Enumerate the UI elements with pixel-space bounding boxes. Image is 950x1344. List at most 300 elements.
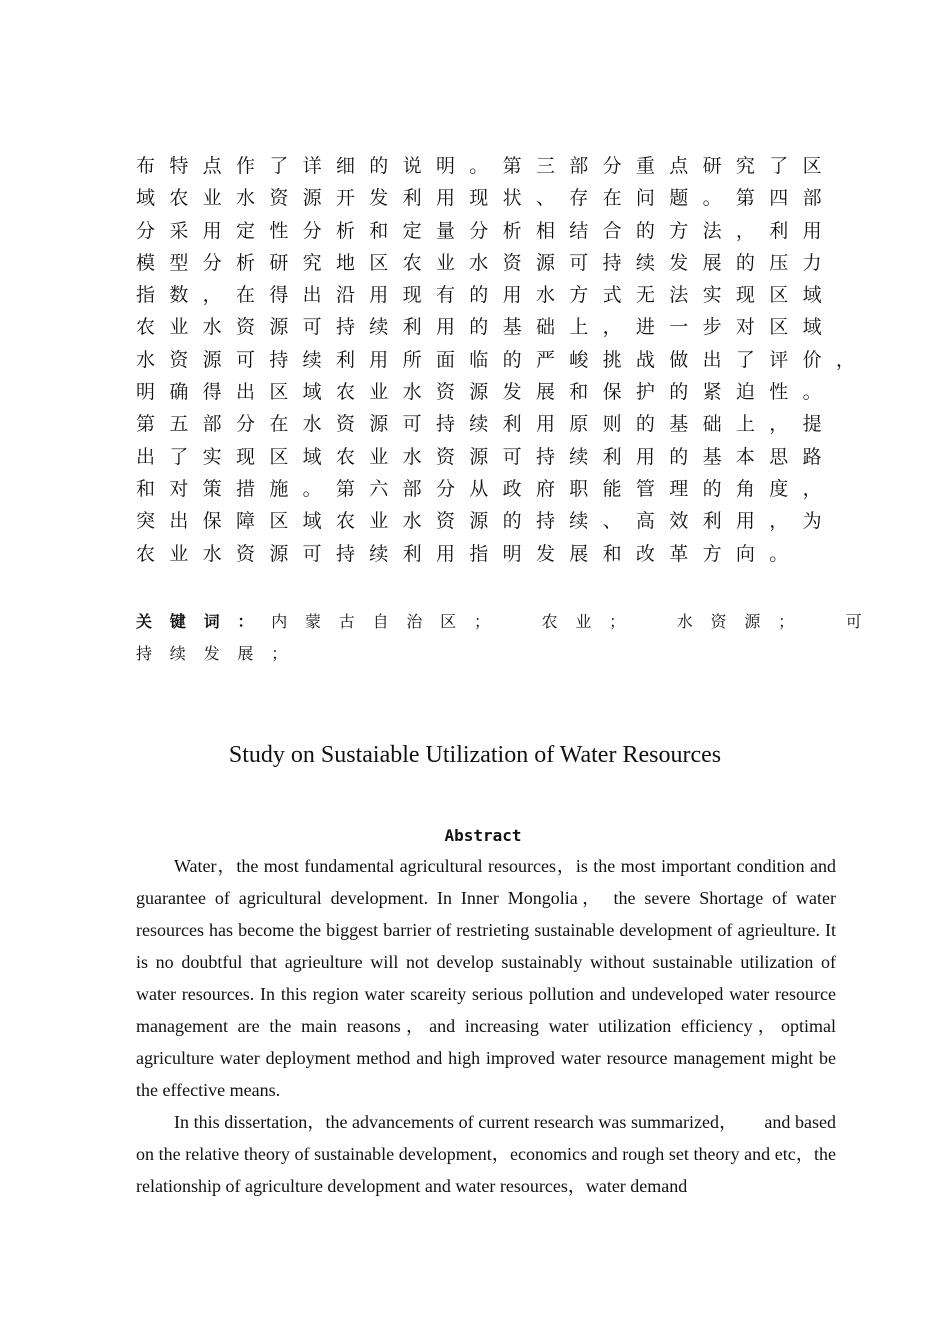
glyph: 利 xyxy=(769,219,789,242)
glyph: 改 xyxy=(635,542,655,565)
glyph: 状 xyxy=(502,187,522,210)
glyph: 。 xyxy=(702,187,722,210)
glyph: 策 xyxy=(202,477,222,500)
glyph: 续 xyxy=(369,316,389,339)
glyph: 研 xyxy=(702,155,722,177)
glyph: 、 xyxy=(602,510,622,533)
glyph: 业 xyxy=(369,510,389,533)
glyph: 词 xyxy=(203,612,220,631)
glyph: 确 xyxy=(169,381,189,404)
glyph: 点 xyxy=(202,155,222,177)
chinese-abstract-paragraph xyxy=(136,150,856,570)
glyph: 业 xyxy=(169,316,189,339)
glyph: 资 xyxy=(435,510,455,533)
glyph: 分 xyxy=(136,219,156,242)
glyph: 了 xyxy=(769,155,789,177)
glyph: 数 xyxy=(169,284,189,307)
glyph: 分 xyxy=(435,477,455,500)
glyph: 水 xyxy=(402,381,422,404)
glyph: 业 xyxy=(575,612,592,631)
glyph: 的 xyxy=(469,316,489,339)
glyph: 峻 xyxy=(569,348,589,371)
glyph: 部 xyxy=(569,155,589,177)
glyph: 在 xyxy=(269,413,289,436)
glyph: ， xyxy=(769,510,789,533)
glyph: 进 xyxy=(635,316,655,339)
keywords-line-2 xyxy=(136,638,836,670)
glyph: 结 xyxy=(569,219,589,242)
glyph: 细 xyxy=(335,155,355,177)
glyph: 农 xyxy=(169,187,189,210)
glyph: 发 xyxy=(535,542,555,565)
glyph: 。 xyxy=(802,381,822,404)
glyph: 性 xyxy=(769,381,789,404)
glyph: 重 xyxy=(635,155,655,177)
glyph: 革 xyxy=(669,542,689,565)
glyph: 详 xyxy=(302,155,322,177)
glyph: 内 xyxy=(271,612,288,631)
glyph: 蒙 xyxy=(304,612,321,631)
glyph: 可 xyxy=(845,612,862,631)
glyph: 力 xyxy=(802,251,822,274)
glyph: 用 xyxy=(635,445,655,468)
glyph: 指 xyxy=(469,542,489,565)
glyph: 源 xyxy=(269,316,289,339)
glyph: 管 xyxy=(635,477,655,500)
glyph: 突 xyxy=(136,510,156,533)
glyph: 域 xyxy=(302,445,322,468)
glyph: 区 xyxy=(269,510,289,533)
abstract-heading: Abstract xyxy=(444,826,522,845)
glyph: 发 xyxy=(369,187,389,210)
glyph: 面 xyxy=(435,348,455,371)
glyph: ， xyxy=(835,348,855,371)
glyph: 价 xyxy=(802,348,822,371)
glyph: 展 xyxy=(535,381,555,404)
glyph: 开 xyxy=(335,187,355,210)
glyph: 提 xyxy=(802,413,822,436)
glyph: 业 xyxy=(169,542,189,565)
glyph: 续 xyxy=(569,510,589,533)
glyph: 。 xyxy=(302,477,322,500)
glyph: 分 xyxy=(202,251,222,274)
glyph: 资 xyxy=(169,348,189,371)
glyph: 利 xyxy=(702,510,722,533)
glyph: 的 xyxy=(635,413,655,436)
glyph: 资 xyxy=(435,381,455,404)
glyph: 用 xyxy=(435,542,455,565)
glyph: 四 xyxy=(769,187,789,210)
glyph: 利 xyxy=(602,445,622,468)
glyph: 础 xyxy=(702,413,722,436)
keywords-label xyxy=(136,612,271,631)
glyph: 用 xyxy=(369,348,389,371)
glyph: 析 xyxy=(335,219,355,242)
glyph: 向 xyxy=(735,542,755,565)
glyph: 现 xyxy=(469,187,489,210)
glyph: 持 xyxy=(535,445,555,468)
glyph: 实 xyxy=(702,284,722,307)
glyph: 定 xyxy=(402,219,422,242)
glyph: 量 xyxy=(435,219,455,242)
glyph: 职 xyxy=(569,477,589,500)
glyph: 分 xyxy=(469,219,489,242)
glyph: 水 xyxy=(402,445,422,468)
glyph: 说 xyxy=(402,155,422,177)
glyph: 键 xyxy=(169,612,186,631)
glyph: 展 xyxy=(702,251,722,274)
glyph: 思 xyxy=(769,445,789,468)
glyph: 第 xyxy=(136,413,156,436)
glyph: 采 xyxy=(169,219,189,242)
glyph: 用 xyxy=(202,219,222,242)
glyph: 问 xyxy=(635,187,655,210)
glyph: 源 xyxy=(469,510,489,533)
glyph: 能 xyxy=(602,477,622,500)
glyph: 战 xyxy=(635,348,655,371)
glyph: 基 xyxy=(702,445,722,468)
glyph: 的 xyxy=(669,445,689,468)
glyph: 则 xyxy=(602,413,622,436)
glyph: 现 xyxy=(735,284,755,307)
glyph: 持 xyxy=(136,644,153,663)
glyph: 临 xyxy=(469,348,489,371)
glyph: 沿 xyxy=(335,284,355,307)
glyph: 做 xyxy=(669,348,689,371)
glyph: 方 xyxy=(702,542,722,565)
glyph: 方 xyxy=(569,284,589,307)
glyph: 了 xyxy=(169,445,189,468)
glyph: 可 xyxy=(302,316,322,339)
glyph: 部 xyxy=(402,477,422,500)
glyph: 的 xyxy=(502,510,522,533)
cn-line xyxy=(136,279,856,311)
glyph xyxy=(508,606,542,638)
glyph: 础 xyxy=(535,316,555,339)
cn-line xyxy=(136,408,856,440)
glyph: 析 xyxy=(502,219,522,242)
glyph: 分 xyxy=(235,413,255,436)
cn-line xyxy=(136,538,856,570)
english-abstract-body xyxy=(136,850,836,1202)
glyph: 存 xyxy=(569,187,589,210)
glyph: 作 xyxy=(235,155,255,177)
glyph: 基 xyxy=(669,413,689,436)
glyph: 在 xyxy=(235,284,255,307)
keywords-line-1 xyxy=(136,606,862,638)
glyph: 严 xyxy=(535,348,555,371)
glyph: 域 xyxy=(802,284,822,307)
glyph: 持 xyxy=(602,251,622,274)
glyph: 究 xyxy=(302,251,322,274)
glyph: 利 xyxy=(402,187,422,210)
glyph: 水 xyxy=(235,187,255,210)
glyph: 用 xyxy=(802,219,822,242)
glyph: 的 xyxy=(469,284,489,307)
glyph: 域 xyxy=(302,381,322,404)
glyph: 水 xyxy=(202,542,222,565)
glyph: 展 xyxy=(569,542,589,565)
glyph: 可 xyxy=(302,542,322,565)
glyph: 的 xyxy=(735,251,755,274)
glyph: 域 xyxy=(136,187,156,210)
glyph: 的 xyxy=(635,219,655,242)
glyph: ； xyxy=(609,612,626,631)
glyph: 和 xyxy=(569,381,589,404)
glyph: 利 xyxy=(402,542,422,565)
glyph: 地 xyxy=(335,251,355,274)
glyph: 治 xyxy=(406,612,423,631)
glyph: 题 xyxy=(669,187,689,210)
glyph: 区 xyxy=(440,612,457,631)
glyph: 持 xyxy=(335,316,355,339)
glyph: 三 xyxy=(535,155,555,177)
glyph: 农 xyxy=(136,542,156,565)
glyph: 了 xyxy=(735,348,755,371)
glyph: 持 xyxy=(535,510,555,533)
glyph: 上 xyxy=(569,316,589,339)
glyph: ； xyxy=(271,644,288,663)
glyph: 业 xyxy=(202,187,222,210)
glyph: 源 xyxy=(202,348,222,371)
glyph: 资 xyxy=(235,316,255,339)
glyph: 点 xyxy=(669,155,689,177)
glyph: 方 xyxy=(669,219,689,242)
glyph: 古 xyxy=(338,612,355,631)
glyph: ； xyxy=(778,612,795,631)
glyph: 的 xyxy=(369,155,389,177)
glyph: 农 xyxy=(335,445,355,468)
glyph: 压 xyxy=(769,251,789,274)
glyph: 用 xyxy=(535,413,555,436)
glyph: 农 xyxy=(541,612,558,631)
glyph: 保 xyxy=(602,381,622,404)
cn-line xyxy=(136,311,856,343)
glyph: 用 xyxy=(502,284,522,307)
glyph: 相 xyxy=(535,219,555,242)
glyph: 利 xyxy=(502,413,522,436)
glyph: 和 xyxy=(136,477,156,500)
glyph: 用 xyxy=(369,284,389,307)
glyph: 续 xyxy=(169,644,186,663)
glyph: 出 xyxy=(302,284,322,307)
glyph: 第 xyxy=(735,187,755,210)
glyph: 资 xyxy=(435,445,455,468)
glyph: 本 xyxy=(735,445,755,468)
glyph: 从 xyxy=(469,477,489,500)
glyph: 业 xyxy=(369,445,389,468)
glyph: 。 xyxy=(469,155,489,177)
glyph: 可 xyxy=(235,348,255,371)
glyph: 部 xyxy=(802,187,822,210)
glyph: 用 xyxy=(435,187,455,210)
glyph: 用 xyxy=(735,510,755,533)
cn-line xyxy=(136,505,856,537)
glyph: 现 xyxy=(402,284,422,307)
glyph: 资 xyxy=(235,542,255,565)
glyph: 区 xyxy=(369,251,389,274)
glyph: 续 xyxy=(635,251,655,274)
glyph: 定 xyxy=(235,219,255,242)
glyph: 府 xyxy=(535,477,555,500)
glyph: 紧 xyxy=(702,381,722,404)
glyph: 源 xyxy=(369,413,389,436)
cn-line xyxy=(136,376,856,408)
glyph: 现 xyxy=(235,445,255,468)
glyph: 发 xyxy=(669,251,689,274)
glyph: 域 xyxy=(302,510,322,533)
glyph: 得 xyxy=(202,381,222,404)
glyph: 步 xyxy=(702,316,722,339)
glyph: 可 xyxy=(569,251,589,274)
glyph: 保 xyxy=(202,510,222,533)
glyph: 持 xyxy=(335,542,355,565)
glyph: 障 xyxy=(235,510,255,533)
glyph: 资 xyxy=(502,251,522,274)
glyph: 第 xyxy=(335,477,355,500)
glyph: 资 xyxy=(710,612,727,631)
glyph: ： xyxy=(237,612,254,631)
glyph: 出 xyxy=(136,445,156,468)
glyph: 的 xyxy=(702,477,722,500)
glyph: 部 xyxy=(202,413,222,436)
glyph: 效 xyxy=(669,510,689,533)
glyph: 水 xyxy=(402,510,422,533)
glyph: 护 xyxy=(635,381,655,404)
glyph: 农 xyxy=(335,510,355,533)
glyph: 措 xyxy=(235,477,255,500)
glyph: 农 xyxy=(402,251,422,274)
glyph: ， xyxy=(202,284,222,307)
glyph: 分 xyxy=(302,219,322,242)
glyph: 的 xyxy=(669,381,689,404)
glyph: 利 xyxy=(335,348,355,371)
glyph: 所 xyxy=(402,348,422,371)
glyph: 理 xyxy=(669,477,689,500)
abstract-paragraph-2: In this dissertation，the advancements of current research was summarized， and based on the relative theory of sustainable development，economics and rough set theory and etc，the relationship of agriculture development and water resources，water demand xyxy=(136,1112,836,1196)
glyph: 自 xyxy=(372,612,389,631)
glyph: 。 xyxy=(769,542,789,565)
glyph: 特 xyxy=(169,155,189,177)
cn-line xyxy=(136,247,856,279)
glyph: 展 xyxy=(237,644,254,663)
glyph: 实 xyxy=(202,445,222,468)
glyph: 角 xyxy=(735,477,755,500)
glyph: 析 xyxy=(235,251,255,274)
glyph: 对 xyxy=(169,477,189,500)
glyph: 、 xyxy=(535,187,555,210)
glyph: 指 xyxy=(136,284,156,307)
glyph: 源 xyxy=(469,445,489,468)
glyph: 续 xyxy=(469,413,489,436)
glyph: 政 xyxy=(502,477,522,500)
glyph: 一 xyxy=(669,316,689,339)
glyph: 评 xyxy=(769,348,789,371)
glyph: 基 xyxy=(502,316,522,339)
glyph: 路 xyxy=(802,445,822,468)
glyph: 可 xyxy=(502,445,522,468)
glyph: 关 xyxy=(136,612,153,631)
cn-line xyxy=(136,441,856,473)
glyph: 型 xyxy=(169,251,189,274)
glyph: 原 xyxy=(569,413,589,436)
glyph: 水 xyxy=(302,413,322,436)
cn-line xyxy=(136,473,856,505)
glyph: 业 xyxy=(435,251,455,274)
glyph: 有 xyxy=(435,284,455,307)
glyph: 式 xyxy=(602,284,622,307)
glyph: 水 xyxy=(202,316,222,339)
glyph: 资 xyxy=(335,413,355,436)
glyph: 水 xyxy=(676,612,693,631)
glyph: 出 xyxy=(702,348,722,371)
glyph: 源 xyxy=(469,381,489,404)
english-title: Study on Sustaiable Utilization of Water Resources xyxy=(228,742,722,768)
glyph: 了 xyxy=(269,155,289,177)
glyph: 区 xyxy=(269,381,289,404)
glyph: 和 xyxy=(369,219,389,242)
glyph: 源 xyxy=(269,542,289,565)
glyph: 源 xyxy=(302,187,322,210)
keywords-block xyxy=(136,606,862,670)
glyph: 区 xyxy=(769,316,789,339)
glyph: 挑 xyxy=(602,348,622,371)
glyph: 的 xyxy=(502,348,522,371)
glyph: ， xyxy=(802,477,822,500)
glyph: 发 xyxy=(502,381,522,404)
glyph: 性 xyxy=(269,219,289,242)
glyph: 迫 xyxy=(735,381,755,404)
abstract-paragraph-1: Water，the most fundamental agricultural resources，is the most important condition and guarantee of agricultural development. In Inner Mongolia， the severe Shortage of water resources has become the biggest barrier of restrieting sustainable development of agrieulture. It is no doubtful that agrieulture will not develop sustainably without sustainable utilization of water resources. In this region water scareity serious pollution and undeveloped water resource management are the main reasons，and increasing water utilization efficiency，optimal agriculture water deployment method and high improved water resource management might be the effective means. xyxy=(136,856,836,1100)
glyph: 合 xyxy=(602,219,622,242)
glyph: 度 xyxy=(769,477,789,500)
glyph: 明 xyxy=(502,542,522,565)
glyph: 五 xyxy=(169,413,189,436)
glyph: 水 xyxy=(535,284,555,307)
glyph: 持 xyxy=(435,413,455,436)
glyph: 和 xyxy=(602,542,622,565)
glyph: 法 xyxy=(702,219,722,242)
glyph: ， xyxy=(769,413,789,436)
glyph: 区 xyxy=(769,284,789,307)
glyph: 高 xyxy=(635,510,655,533)
glyph: 域 xyxy=(802,316,822,339)
glyph: 续 xyxy=(369,542,389,565)
glyph: 利 xyxy=(402,316,422,339)
glyph: ， xyxy=(735,219,755,242)
glyph: 水 xyxy=(469,251,489,274)
glyph: 得 xyxy=(269,284,289,307)
glyph: 农 xyxy=(136,316,156,339)
glyph: 出 xyxy=(235,381,255,404)
glyph: 水 xyxy=(136,348,156,371)
glyph: 无 xyxy=(635,284,655,307)
glyph: 明 xyxy=(435,155,455,177)
glyph: 明 xyxy=(136,381,156,404)
glyph: 源 xyxy=(535,251,555,274)
cn-line xyxy=(136,182,856,214)
glyph: 对 xyxy=(735,316,755,339)
glyph: 区 xyxy=(269,445,289,468)
glyph xyxy=(643,606,677,638)
keywords-values xyxy=(271,612,879,631)
glyph: 六 xyxy=(369,477,389,500)
glyph: 源 xyxy=(744,612,761,631)
glyph: 布 xyxy=(136,155,156,177)
glyph: 为 xyxy=(802,510,822,533)
glyph: ， xyxy=(602,316,622,339)
glyph: 法 xyxy=(669,284,689,307)
